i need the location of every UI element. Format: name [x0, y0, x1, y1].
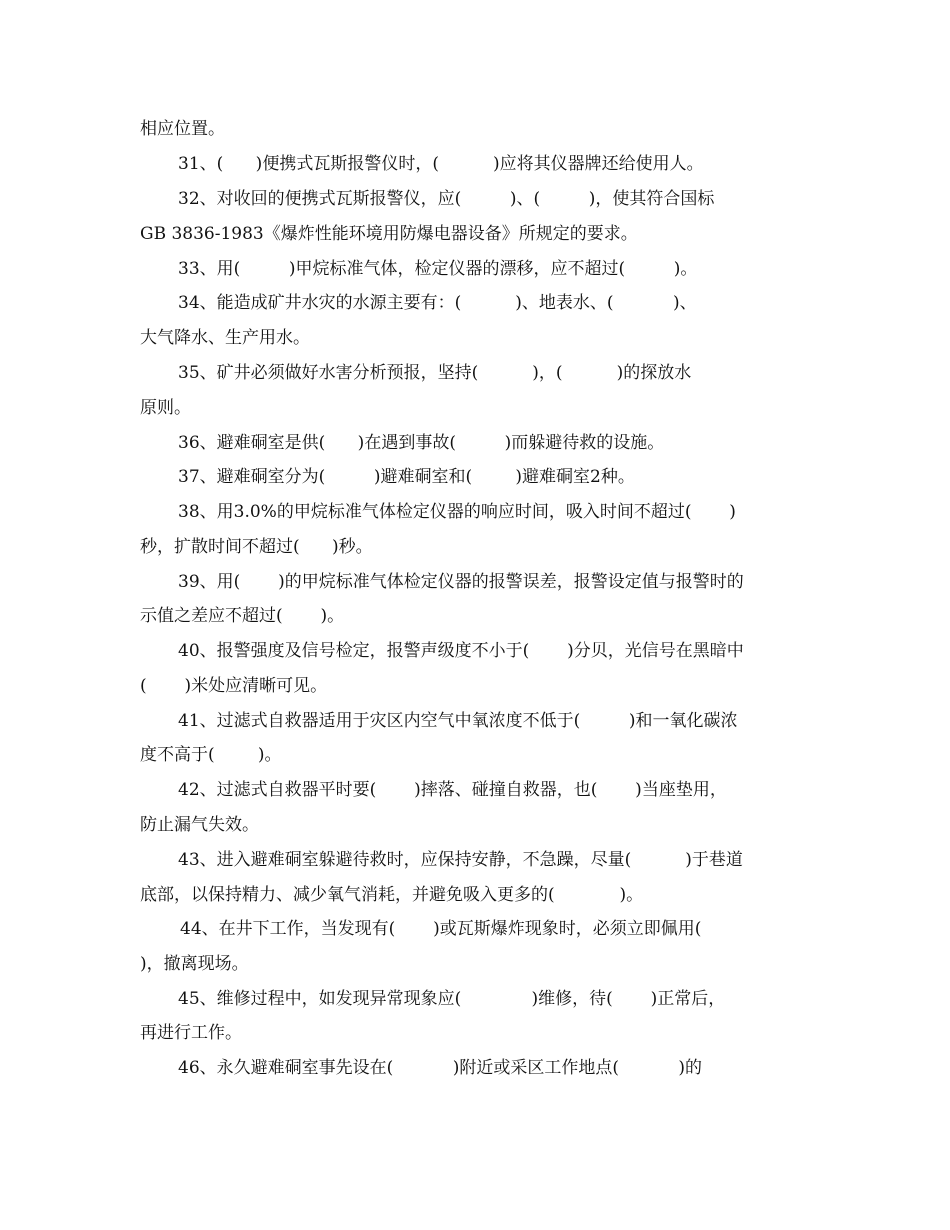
question-31: 31、( )便携式瓦斯报警仪时，( )应将其仪器牌还给使用人。 — [178, 154, 704, 174]
text-line: 原则。 — [140, 398, 191, 418]
question-36: 36、避难硐室是供( )在遇到事故( )而躲避待救的设施。 — [178, 433, 665, 453]
question-32: 32、对收回的便携式瓦斯报警仪，应( )、( )，使其符合国标 — [178, 189, 715, 209]
question-39: 39、用( )的甲烷标准气体检定仪器的报警误差，报警设定值与报警时的 — [178, 572, 744, 592]
text-line: 示值之差应不超过( )。 — [140, 606, 345, 626]
text-line: 底部，以保持精力、减少氧气消耗，并避免吸入更多的( )。 — [140, 885, 644, 905]
question-44: 44、在井下工作，当发现有( )或瓦斯爆炸现象时，必须立即佩用( — [180, 919, 702, 939]
text-line: 再进行工作。 — [140, 1023, 242, 1043]
question-34: 34、能造成矿井水灾的水源主要有：( )、地表水、( )、 — [178, 293, 697, 313]
question-41: 41、过滤式自救器适用于灾区内空气中氧浓度不低于( )和一氧化碳浓 — [178, 711, 738, 731]
text-line: GB 3836-1983《爆炸性能环境用防爆电器设备》所规定的要求。 — [140, 224, 638, 244]
question-35: 35、矿井必须做好水害分析预报，坚持( )，( )的探放水 — [178, 363, 692, 383]
text-line: 相应位置。 — [140, 119, 225, 139]
text-line: )，撤离现场。 — [140, 954, 249, 974]
question-38: 38、用3.0%的甲烷标准气体检定仪器的响应时间，吸入时间不超过( ) — [178, 502, 736, 522]
question-33: 33、用( )甲烷标准气体，检定仪器的漂移，应不超过( )。 — [178, 259, 698, 279]
question-43: 43、进入避难硐室躲避待救时，应保持安静，不急躁，尽量( )于巷道 — [178, 850, 743, 870]
text-line: ( )米处应清晰可见。 — [140, 676, 328, 696]
question-42: 42、过滤式自救器平时要( )摔落、碰撞自救器，也( )当座垫用， — [178, 780, 727, 800]
text-line: 度不高于( )。 — [140, 745, 282, 765]
text-line: 防止漏气失效。 — [140, 815, 259, 835]
question-45: 45、维修过程中，如发现异常现象应( )维修，待( )正常后， — [178, 989, 726, 1009]
question-46: 46、永久避难硐室事先设在( )附近或采区工作地点( )的 — [178, 1058, 703, 1078]
text-line: 秒，扩散时间不超过( )秒。 — [140, 537, 373, 557]
text-line: 大气降水、生产用水。 — [140, 328, 310, 348]
question-40: 40、报警强度及信号检定，报警声级度不小于( )分贝，光信号在黑暗中 — [178, 641, 744, 661]
question-37: 37、避难硐室分为( )避难硐室和( )避难硐室2种。 — [178, 467, 635, 487]
